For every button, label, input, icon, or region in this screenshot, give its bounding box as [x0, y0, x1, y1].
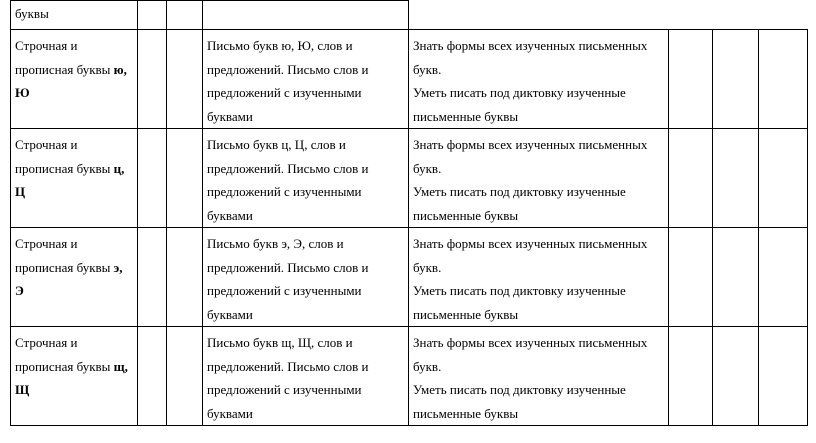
extra-cell: [669, 129, 713, 228]
result-cell: [409, 228, 669, 327]
date-cell: [167, 30, 203, 129]
topic-cell: [11, 327, 138, 426]
lesson-plan-table: [10, 0, 808, 426]
extra-cell: [669, 327, 713, 426]
hours-cell: [138, 1, 167, 30]
topic-text: Строчная и прописная буквы: [15, 236, 114, 275]
table-row: [11, 327, 808, 426]
content-cell: Письмо букв э, Э, слов и предложений. Письмо слов и предложений с изученными буквами: [203, 228, 409, 327]
extra-cell: [669, 228, 713, 327]
hours-cell: [138, 30, 167, 129]
empty-cell: [713, 1, 759, 30]
topic-cell: [11, 30, 138, 129]
topic-cell: буквы: [11, 1, 138, 30]
extra-cell: [713, 228, 759, 327]
topic-cell: [11, 129, 138, 228]
result-line: Уметь писать под диктовку изученные письменные буквы: [413, 184, 626, 223]
date-cell: [167, 1, 203, 30]
table-row: [11, 30, 808, 129]
hours-cell: [138, 327, 167, 426]
content-cell: Письмо букв ю, Ю, слов и предложений. Письмо слов и предложений с изученными буквами: [203, 30, 409, 129]
result-cell: [409, 327, 669, 426]
topic-letters: щ, Щ: [15, 358, 128, 397]
topic-text: Строчная и прописная буквы: [15, 38, 114, 77]
topic-letters: ц, Ц: [15, 160, 125, 199]
result-line: Знать формы всех изученных письменных букв.: [413, 137, 648, 176]
date-cell: [167, 327, 203, 426]
table-row-header-continuation: [11, 1, 808, 30]
topic-letters: э, Э: [15, 259, 123, 298]
date-cell: [167, 228, 203, 327]
extra-cell: [759, 327, 808, 426]
extra-cell: [713, 129, 759, 228]
content-cell: Письмо букв щ, Щ, слов и предложений. Письмо слов и предложений с изученными буквами: [203, 327, 409, 426]
topic-text: Строчная и прописная буквы: [15, 335, 114, 374]
extra-cell: [759, 30, 808, 129]
date-cell: [167, 129, 203, 228]
content-cell: [203, 1, 409, 30]
topic-letters: ю, Ю: [15, 61, 127, 100]
hours-cell: [138, 129, 167, 228]
empty-cell: [759, 1, 808, 30]
extra-cell: [713, 30, 759, 129]
content-cell: Письмо букв ц, Ц, слов и предложений. Письмо слов и предложений с изученными буквами: [203, 129, 409, 228]
topic-text: Строчная и прописная буквы: [15, 137, 114, 176]
result-line: Знать формы всех изученных письменных букв.: [413, 335, 648, 374]
extra-cell: [713, 327, 759, 426]
table-row: [11, 228, 808, 327]
hours-cell: [138, 228, 167, 327]
result-line: Уметь писать под диктовку изученные письменные буквы: [413, 85, 626, 124]
result-line: Знать формы всех изученных письменных букв.: [413, 236, 648, 275]
result-cell: [409, 30, 669, 129]
result-line: Знать формы всех изученных письменных букв.: [413, 38, 648, 77]
topic-cell: [11, 228, 138, 327]
extra-cell: [669, 30, 713, 129]
empty-cell: [669, 1, 713, 30]
extra-cell: [759, 228, 808, 327]
extra-cell: [759, 129, 808, 228]
empty-cell: [409, 1, 669, 30]
table-row: [11, 129, 808, 228]
result-line: Уметь писать под диктовку изученные письменные буквы: [413, 283, 626, 322]
result-cell: [409, 129, 669, 228]
result-line: Уметь писать под диктовку изученные письменные буквы: [413, 382, 626, 421]
